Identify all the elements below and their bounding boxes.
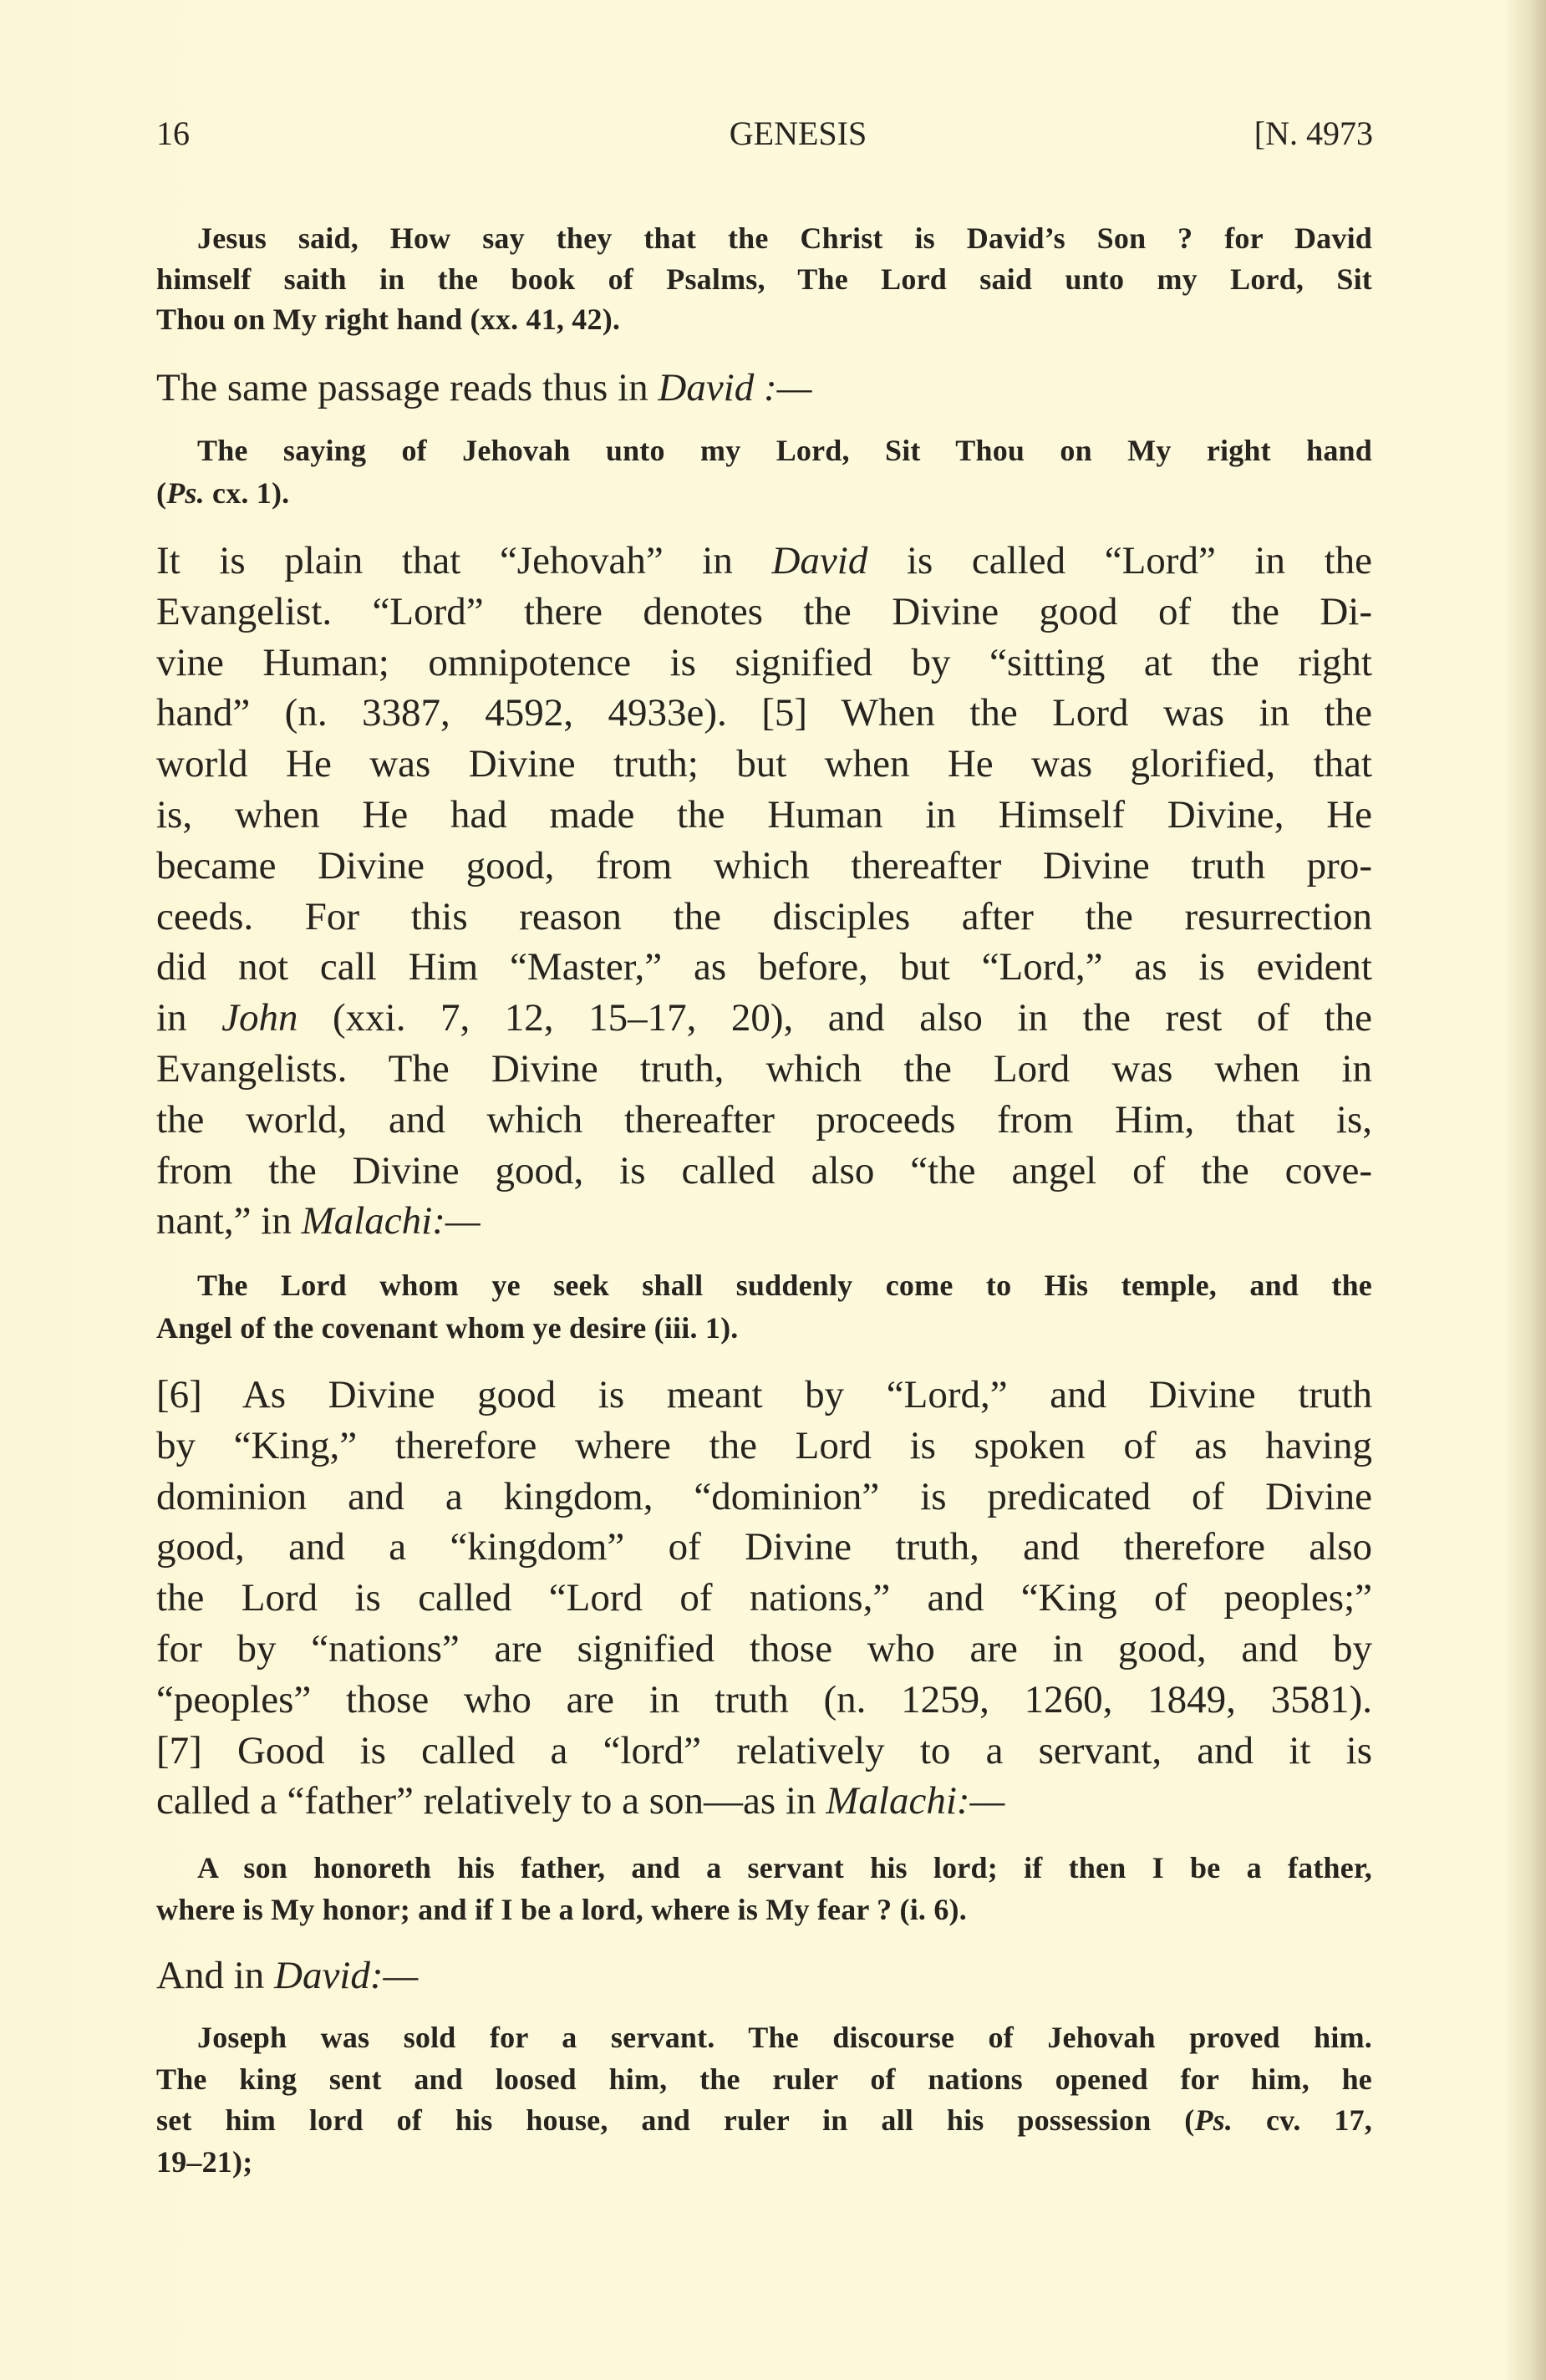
text-segment: cv. 17, (1233, 2103, 1372, 2138)
quotation-line (156, 2143, 1372, 2181)
body-text-line (156, 1675, 1372, 1725)
text-segment: cx. 1). (204, 475, 290, 510)
text-segment: The saying of Jehovah unto my Lord, Sit Thou on My right hand (197, 434, 1372, 467)
text-segment: is called “Lord” in the (867, 539, 1372, 582)
text-segment: [7] Good is called a “lord” relatively to a servant, and it is (156, 1728, 1372, 1772)
body-text-line (156, 1421, 1372, 1471)
body-text-line (156, 363, 1372, 413)
text-segment: by “King,” therefore where the Lord is spoken of as having (156, 1423, 1372, 1467)
text-segment: 19–21); (156, 2144, 253, 2179)
text-segment: became Divine good, from which thereafter Divine truth pro- (156, 843, 1372, 887)
body-text-line (156, 1573, 1372, 1623)
text-segment: from the Divine good, is called also “the angel of the cove- (156, 1148, 1372, 1193)
quotation-line (197, 431, 1372, 470)
italic-reference: David :— (658, 366, 812, 409)
body-text-line (156, 1726, 1372, 1776)
body-text-line (156, 892, 1372, 942)
body-text-line (156, 1196, 1372, 1246)
text-segment: in (156, 996, 222, 1040)
text-segment: A son honoreth his father, and a servant his lord; if then I be a father, (197, 1851, 1372, 1884)
italic-reference: Malachi:— (301, 1199, 481, 1243)
text-segment: Thou on My right hand (xx. 41, 42). (156, 303, 621, 336)
body-text-line (156, 1624, 1372, 1674)
body-text-line (156, 1522, 1372, 1572)
text-segment: where is My honor; and if I be a lord, where is My fear ? (i. 6). (156, 1892, 967, 1926)
quotation-line (156, 474, 1372, 512)
running-title: GENESIS (729, 114, 867, 152)
text-segment: The Lord whom ye seek shall suddenly come to His temple, and the (197, 1269, 1372, 1302)
text-segment: world He was Divine truth; but when He was glorified, that (156, 742, 1372, 786)
body-text-line (156, 1950, 1372, 2001)
quotation-line (197, 2018, 1372, 2057)
text-segment: (xxi. 7, 12, 15–17, 20), and also in the rest of the (298, 996, 1373, 1040)
text-segment: did not call Him “Master,” as before, but “Lord,” as is evident (156, 945, 1372, 989)
text-segment: set him lord of his house, and ruler in all his possession ( (156, 2103, 1195, 2138)
text-segment: good, and a “kingdom” of Divine truth, and therefore also (156, 1525, 1372, 1569)
italic-reference: Ps. (1194, 2103, 1233, 2138)
body-text-line (156, 536, 1372, 586)
text-segment: Jesus said, How say they that the Christ is David’s Son ? for David (197, 221, 1372, 255)
text-segment: The same passage reads thus in (156, 366, 659, 409)
body-text-line (156, 1095, 1372, 1145)
text-segment: Joseph was sold for a servant. The discourse of Jehovah proved him. (197, 2021, 1372, 2054)
body-text-line (156, 841, 1372, 891)
text-segment: himself saith in the book of Psalms, The Lord said unto my Lord, Sit (156, 262, 1372, 296)
body-text-line (156, 638, 1372, 688)
body-text-line (156, 739, 1372, 789)
text-segment: nant,” in (156, 1199, 302, 1243)
text-segment: hand” (n. 3387, 4592, 4933e). [5] When the Lord was in the (156, 691, 1372, 735)
text-segment: [6] As Divine good is meant by “Lord,” and Divine truth (156, 1373, 1372, 1416)
text-segment: for by “nations” are signified those who are in good, and by (156, 1627, 1372, 1671)
text-segment: Evangelist. “Lord” there denotes the Divine good of the Di- (156, 589, 1372, 633)
quotation-line (197, 1849, 1372, 1887)
text-segment: is, when He had made the Human in Himself Divine, He (156, 793, 1372, 837)
text-segment: The king sent and loosed him, the ruler of nations opened for him, he (156, 2062, 1372, 2096)
body-text-line (156, 942, 1372, 992)
body-text-line (156, 1044, 1372, 1094)
body-text-line (156, 993, 1372, 1043)
quotation-line (156, 1890, 1372, 1929)
quotation-line (156, 1309, 1372, 1347)
section-number: [N. 4973 (1254, 114, 1373, 152)
body-text-line (156, 790, 1372, 840)
body-text-line (156, 688, 1372, 738)
body-text-line (156, 1146, 1372, 1196)
text-segment: It is plain that “Jehovah” in (156, 539, 772, 582)
text-segment: ceeds. For this reason the disciples after the resurrection (156, 894, 1372, 938)
text-segment: “peoples” those who are in truth (n. 1259, 1260, 1849, 3581). (156, 1677, 1372, 1721)
quotation-line (156, 2101, 1372, 2139)
text-segment: Evangelists. The Divine truth, which the Lord was when in (156, 1047, 1372, 1091)
text-segment: the Lord is called “Lord of nations,” and “King of peoples;” (156, 1576, 1372, 1620)
quotation-line (197, 219, 1372, 257)
text-segment: Angel of the covenant whom ye desire (iii. 1). (156, 1310, 739, 1345)
text-segment: vine Human; omnipotence is signified by “sitting at the right (156, 640, 1372, 684)
quotation-line (156, 260, 1372, 298)
text-segment: the world, and which thereafter proceeds from Him, that is, (156, 1097, 1372, 1142)
text-segment: ( (156, 475, 167, 510)
quotation-line (156, 300, 1372, 338)
body-text-line (156, 1776, 1372, 1826)
quotation-line (197, 1266, 1372, 1304)
text-segment: dominion and a kingdom, “dominion” is predicated of Divine (156, 1474, 1372, 1518)
body-text-line (156, 587, 1372, 637)
page-number: 16 (156, 114, 190, 152)
italic-reference: David (771, 539, 868, 582)
quotation-line (156, 2060, 1372, 2098)
italic-reference: David:— (274, 1954, 419, 1997)
body-text-line (156, 1472, 1372, 1522)
italic-reference: John (221, 996, 298, 1040)
text-segment: And in (156, 1954, 274, 1997)
italic-reference: Malachi:— (826, 1779, 1005, 1823)
italic-reference: Ps. (166, 475, 205, 510)
body-text-line (156, 1370, 1372, 1420)
text-segment: called a “father” relatively to a son—as in (156, 1779, 826, 1823)
